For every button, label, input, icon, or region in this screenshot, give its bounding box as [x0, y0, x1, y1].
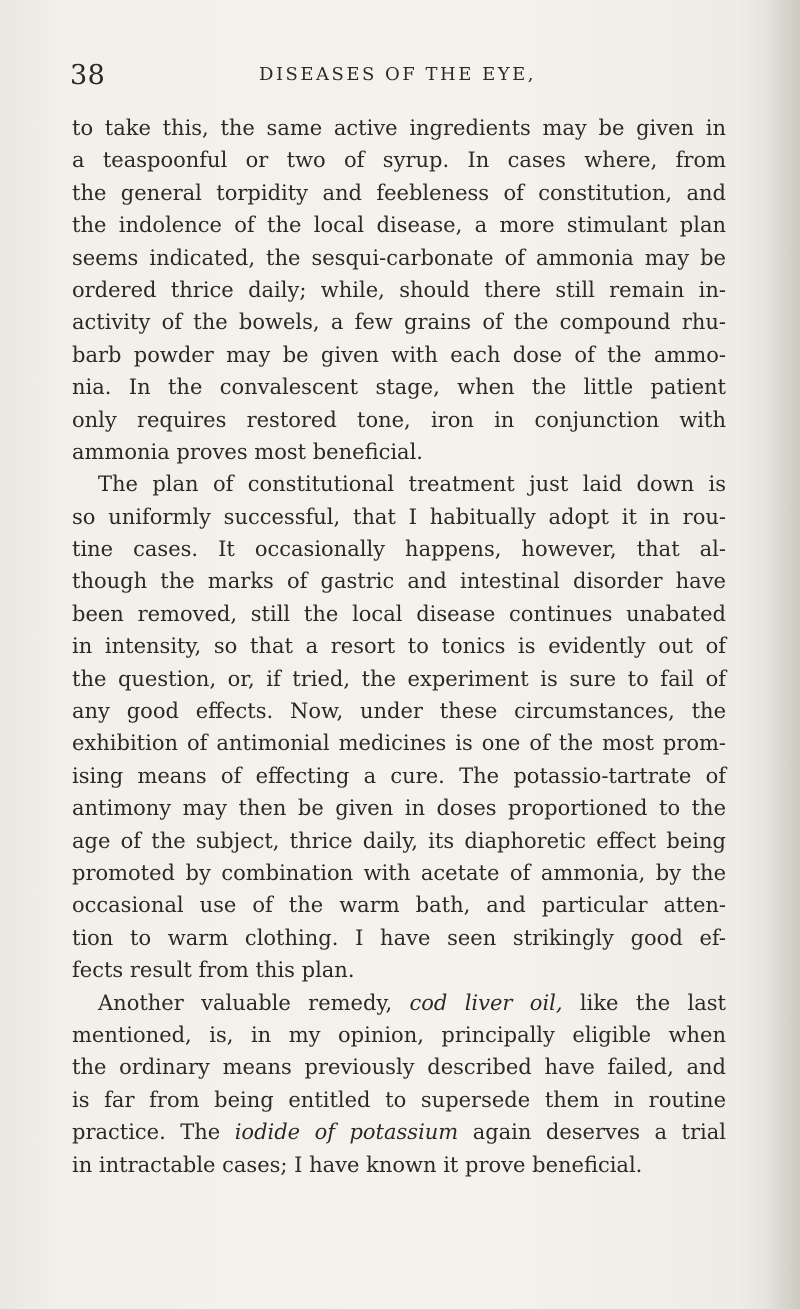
text-line: in intensity, so that a resort to tonics is evidently out of: [72, 634, 726, 659]
text-line: age of the subject, thrice daily, its diaphoretic effect being: [72, 828, 726, 853]
text-line: a teaspoonful or two of syrup. In cases where, from: [72, 148, 726, 173]
text-line: fects result from this plan.: [72, 958, 355, 983]
text-line: been removed, still the local disease continues unabated: [72, 601, 726, 626]
text-line: [72, 1116, 726, 1148]
page-number: 38: [70, 60, 106, 91]
text-line: to take this, the same active ingredients may be given in: [72, 116, 726, 140]
text-line: tion to warm clothing. I have seen strikingly good ef-: [72, 925, 726, 950]
text-line: though the marks of gastric and intestinal disorder have: [72, 569, 726, 594]
paragraph-first-line: The plan of constitutional treatment just laid down is: [98, 472, 726, 497]
body-text: [72, 112, 726, 1181]
text-line: seems indicated, the sesqui-carbonate of ammonia may be: [72, 245, 726, 270]
text-line: ordered thrice daily; while, should there still remain in-: [72, 277, 726, 302]
text-line: the general torpidity and feebleness of constitution, and: [72, 180, 726, 205]
text-line: in intractable cases; I have known it prove beneficial.: [72, 1152, 643, 1177]
text-line: mentioned, is, in my opinion, principally eligible when: [72, 1022, 726, 1047]
paragraph-first-line: [72, 987, 726, 1019]
text-line: the question, or, if tried, the experiment is sure to fail of: [72, 666, 726, 691]
text-line: is far from being entitled to supersede them in routine: [72, 1087, 726, 1112]
text-line: ising means of effecting a cure. The potassio-tartrate of: [72, 763, 726, 788]
text-segment: like the last: [562, 990, 726, 1015]
page-edge-shadow: [764, 0, 800, 1309]
text-line: occasional use of the warm bath, and particular atten-: [72, 893, 726, 918]
text-line: so uniformly successful, that I habitually adopt it in rou-: [72, 504, 726, 529]
text-line: the ordinary means previously described have failed, and: [72, 1055, 726, 1080]
text-line: any good effects. Now, under these circumstances, the: [72, 699, 726, 724]
page-header: [70, 58, 725, 98]
text-line: exhibition of antimonial medicines is one of the most prom-: [72, 731, 726, 756]
italic-term: iodide of potassium: [234, 1120, 459, 1145]
text-line: nia. In the convalescent stage, when the little patient: [72, 375, 726, 400]
text-line: barb powder may be given with each dose of the ammo-: [72, 342, 726, 367]
text-segment: practice. The: [72, 1120, 235, 1145]
text-line: tine cases. It occasionally happens, however, that al-: [72, 537, 726, 562]
text-segment: Another valuable remedy,: [98, 990, 410, 1015]
running-head: DISEASES OF THE EYE,: [259, 64, 536, 85]
text-line: only requires restored tone, iron in conjunction with: [72, 407, 726, 432]
text-line: the indolence of the local disease, a more stimulant plan: [72, 213, 726, 238]
text-line: antimony may then be given in doses proportioned to the: [72, 796, 726, 821]
text-line: ammonia proves most beneficial.: [72, 439, 423, 464]
text-line: promoted by combination with acetate of ammonia, by the: [72, 860, 726, 885]
text-line: activity of the bowels, a few grains of the compound rhu-: [72, 310, 726, 335]
italic-term: cod liver oil,: [409, 990, 563, 1015]
text-segment: again deserves a trial: [458, 1120, 726, 1145]
